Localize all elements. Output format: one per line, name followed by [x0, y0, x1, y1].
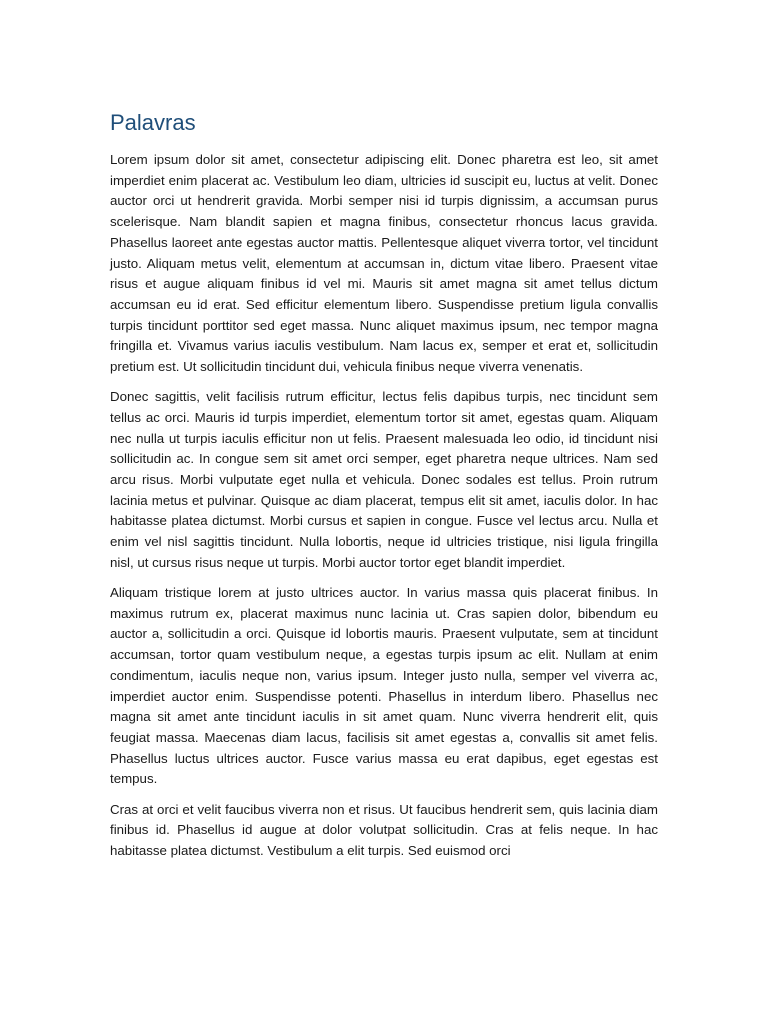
body-paragraph-1: Lorem ipsum dolor sit amet, consectetur adipiscing elit. Donec pharetra est leo, sit amet imperdiet enim placerat ac. Vestibulum leo diam, ultricies id suscipit eu, luctus at velit. Donec auctor orci ut hendrerit gravida. Morbi semper nisi id turpis dignissim, a accumsan purus scelerisque. Nam blandit sapien et magna finibus, consectetur rhoncus lacus gravida. Phasellus laoreet ante egestas auctor mattis. Pellentesque aliquet viverra tortor, vel tincidunt justo. Aliquam metus velit, elementum at accumsan in, dictum vitae libero. Praesent vitae risus et augue aliquam finibus id vel mi. Mauris sit amet magna sit amet tellus dictum accumsan eu id erat. Sed efficitur elementum libero. Suspendisse pretium ligula convallis turpis tincidunt porttitor sed eget massa. Nunc aliquet maximus ipsum, nec tempor magna fringilla et. Vivamus varius iaculis vestibulum. Nam lacus ex, semper et erat et, sollicitudin pretium est. Ut sollicitudin tincidunt dui, vehicula finibus neque viverra venenatis.: [110, 152, 658, 375]
document-page: [110, 108, 658, 871]
document-heading: Palavras: [110, 110, 196, 135]
body-paragraph-4: Cras at orci et velit faucibus viverra non et risus. Ut faucibus hendrerit sem, quis lacinia diam finibus id. Phasellus id augue at dolor volutpat sollicitudin. Cras at felis neque. In hac habitasse platea dictumst. Vestibulum a elit turpis. Sed euismod orci: [110, 801, 658, 858]
body-paragraph-2: Donec sagittis, velit facilisis rutrum efficitur, lectus felis dapibus turpis, nec tincidunt sem tellus ac orci. Mauris id turpis imperdiet, elementum tortor sit amet, egestas quam. Aliquam nec nulla ut turpis iaculis efficitur non ut felis. Praesent malesuada leo odio, id tincidunt nisi sollicitudin ac. In congue sem sit amet orci semper, eget pharetra neque ultrices. Nam sed arcu risus. Morbi vulputate eget nulla et vehicula. Donec sodales est tellus. Proin rutrum lacinia metus et pulvinar. Quisque ac diam placerat, tempus elit sit amet, iaculis dolor. In hac habitasse platea dictumst. Morbi cursus et sapien in congue. Fusce vel lectus arcu. Nulla et enim vel nisl sagittis tincidunt. Nulla lobortis, neque id ultricies tristique, nisi ligula fringilla nisl, ut cursus risus neque ut turpis. Morbi auctor tortor eget blandit imperdiet.: [110, 389, 658, 570]
body-paragraph-3: Aliquam tristique lorem at justo ultrices auctor. In varius massa quis placerat finibus. In maximus rutrum ex, placerat maximus nunc lacinia ut. Cras sapien dolor, bibendum eu auctor a, sollicitudin a orci. Quisque id lobortis mauris. Praesent vulputate, sem at tincidunt accumsan, tortor quam vestibulum neque, a egestas turpis ipsum ac elit. Nullam at enim condimentum, iaculis neque non, varius ipsum. Integer justo nulla, semper vel viverra ac, imperdiet auctor enim. Suspendisse potenti. Phasellus in interdum libero. Phasellus nec magna sit amet ante tincidunt iaculis in sit amet quam. Nunc viverra hendrerit elit, quis feugiat massa. Maecenas diam lacus, facilisis sit amet egestas a, convallis sit amet felis. Phasellus luctus ultrices auctor. Fusce varius massa eu erat dapibus, eget egestas est tempus.: [110, 585, 658, 787]
